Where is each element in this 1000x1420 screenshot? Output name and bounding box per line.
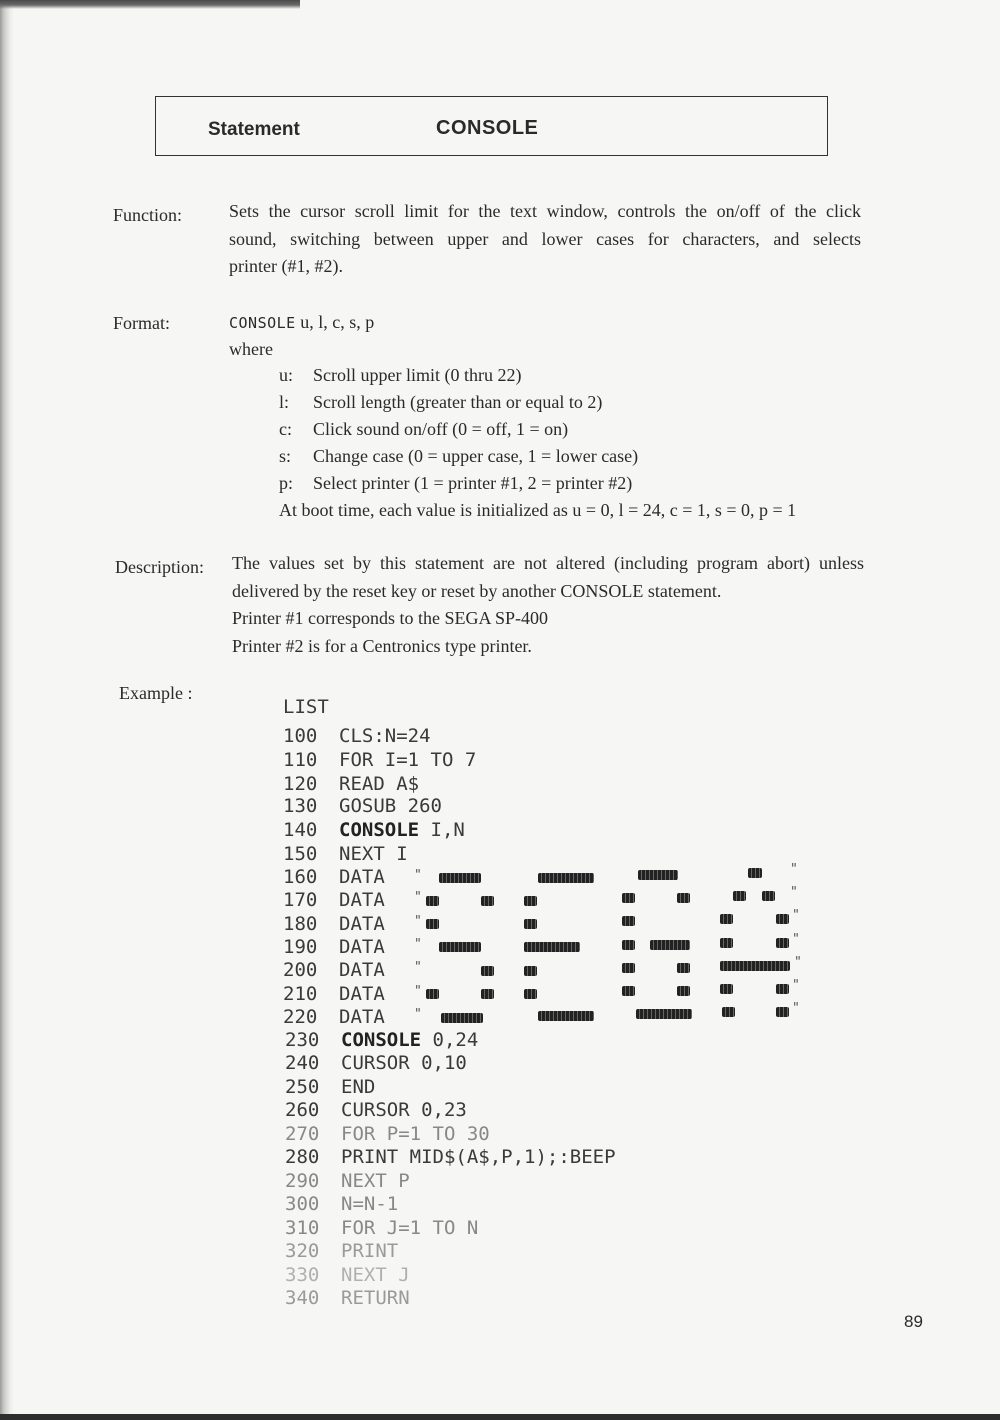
statement-name: CONSOLE xyxy=(436,117,539,139)
param-row xyxy=(279,473,632,494)
line-number: 250 xyxy=(285,1076,320,1098)
graphic-block xyxy=(638,870,678,880)
graphic-block xyxy=(441,1013,483,1023)
line-number: 340 xyxy=(285,1287,320,1309)
line-number: 330 xyxy=(285,1264,320,1286)
graphic-block xyxy=(481,966,494,976)
page-top-edge xyxy=(0,0,300,9)
code-list-command: LIST xyxy=(283,696,329,718)
line-number: 150 xyxy=(283,843,318,865)
graphic-block xyxy=(426,919,439,929)
function-line: sound, switching between upper and lower cases for characters, and selects xyxy=(229,228,861,249)
quote-mark: " xyxy=(792,932,800,947)
code-line xyxy=(283,819,465,843)
quote-mark: " xyxy=(792,1001,800,1016)
graphic-block xyxy=(720,938,733,948)
line-text: FOR J=1 TO N xyxy=(341,1217,479,1239)
description-line: The values set by this statement are not altered (including program abort) unless xyxy=(232,553,864,573)
graphic-block xyxy=(776,1007,789,1017)
graphic-block xyxy=(538,873,594,883)
line-number: 300 xyxy=(285,1193,320,1215)
data-line xyxy=(283,936,396,959)
graphic-block xyxy=(439,942,481,952)
graphic-block xyxy=(481,896,494,906)
quote-mark: " xyxy=(792,908,800,923)
page-edge-shadow xyxy=(0,0,14,1420)
graphic-block xyxy=(776,938,789,948)
statement-label: Statement xyxy=(208,119,300,140)
line-text: DATA xyxy=(339,866,397,888)
code-line xyxy=(285,1099,467,1123)
line-text: 0,24 xyxy=(421,1029,479,1051)
description-line: Printer #1 corresponds to the SEGA SP-400 xyxy=(232,608,548,628)
param-row xyxy=(279,419,568,440)
graphic-block xyxy=(439,873,481,883)
graphic-block xyxy=(538,1011,594,1021)
line-number: 120 xyxy=(283,773,318,795)
line-number: 240 xyxy=(285,1052,320,1074)
quote-mark: " xyxy=(794,955,802,970)
line-keyword: CONSOLE xyxy=(341,1029,422,1051)
line-text: DATA xyxy=(339,936,397,958)
example-label: Example : xyxy=(119,683,193,703)
graphic-block xyxy=(776,914,789,924)
code-line xyxy=(285,1123,490,1147)
line-text: I,N xyxy=(419,819,465,841)
line-number: 230 xyxy=(285,1029,320,1051)
line-text: FOR I=1 TO 7 xyxy=(339,749,477,771)
param-desc: Scroll upper limit (0 thru 22) xyxy=(313,365,522,385)
line-number: 220 xyxy=(283,1006,318,1028)
line-text: CURSOR 0,10 xyxy=(341,1052,467,1074)
graphic-block xyxy=(622,963,635,973)
line-number: 160 xyxy=(283,866,318,888)
code-line xyxy=(285,1193,398,1217)
format-syntax xyxy=(229,312,374,333)
param-key: l: xyxy=(279,392,290,412)
line-number: 130 xyxy=(283,795,318,817)
code-line xyxy=(283,749,476,773)
code-line xyxy=(285,1052,467,1076)
code-line xyxy=(285,1240,398,1264)
description-line: delivered by the reset key or reset by another CONSOLE statement. xyxy=(232,580,722,601)
line-text: READ A$ xyxy=(339,773,420,795)
line-number: 140 xyxy=(283,819,318,841)
code-line xyxy=(283,725,431,749)
line-text: GOSUB 260 xyxy=(339,795,442,817)
param-desc: Change case (0 = upper case, 1 = lower case) xyxy=(313,446,639,466)
param-row xyxy=(279,392,602,413)
graphic-block xyxy=(722,1007,735,1017)
quote-mark: " xyxy=(414,890,422,905)
format-label: Format: xyxy=(113,313,170,333)
line-text: DATA xyxy=(339,983,397,1005)
line-text: DATA xyxy=(339,1006,397,1028)
graphic-block xyxy=(524,919,537,929)
line-number: 190 xyxy=(283,936,318,958)
graphic-block xyxy=(733,891,746,901)
graphic-block xyxy=(677,986,690,996)
data-line xyxy=(283,983,396,1006)
format-keyword: CONSOLE xyxy=(229,314,296,332)
quote-mark: " xyxy=(790,885,798,900)
code-line xyxy=(285,1029,478,1053)
graphic-block xyxy=(720,984,733,994)
line-number: 110 xyxy=(283,749,318,771)
graphic-block xyxy=(762,891,775,901)
code-line xyxy=(283,843,408,867)
param-desc: Select printer (1 = printer #1, 2 = printer #2) xyxy=(313,473,633,493)
param-key: s: xyxy=(279,446,292,466)
code-line xyxy=(285,1170,410,1194)
code-line xyxy=(285,1146,616,1170)
page-number: 89 xyxy=(904,1312,923,1331)
line-number: 180 xyxy=(283,913,318,935)
graphic-block xyxy=(524,966,537,976)
function-label: Function: xyxy=(113,205,183,225)
quote-mark: " xyxy=(414,984,422,999)
param-key: u: xyxy=(279,365,294,385)
graphic-block xyxy=(524,896,537,906)
line-number: 170 xyxy=(283,889,318,911)
param-key: c: xyxy=(279,419,292,439)
quote-mark: " xyxy=(414,960,422,975)
code-line xyxy=(285,1264,410,1288)
description-text xyxy=(232,550,864,660)
param-desc: Click sound on/off (0 = off, 1 = on) xyxy=(313,419,569,439)
format-where: where xyxy=(229,339,273,359)
function-text xyxy=(229,198,861,281)
graphic-block xyxy=(748,868,762,878)
quote-mark: " xyxy=(792,978,800,993)
param-desc: Scroll length (greater than or equal to 2) xyxy=(313,392,603,412)
format-args: u, l, c, s, p xyxy=(300,312,375,332)
graphic-block xyxy=(650,940,690,950)
function-line: Sets the cursor scroll limit for the text window, controls the on/off of the click xyxy=(229,201,861,221)
line-number: 260 xyxy=(285,1099,320,1121)
line-text: DATA xyxy=(339,959,397,981)
line-number: 280 xyxy=(285,1146,320,1168)
graphic-block xyxy=(426,896,439,906)
line-text: CURSOR 0,23 xyxy=(341,1099,467,1121)
graphic-block xyxy=(622,916,635,926)
code-line xyxy=(283,773,419,797)
line-text: PRINT xyxy=(341,1240,399,1262)
line-text: FOR P=1 TO 30 xyxy=(341,1123,490,1145)
graphic-block xyxy=(720,961,790,971)
quote-mark: " xyxy=(414,937,422,952)
data-line xyxy=(283,959,396,982)
data-line xyxy=(283,1006,396,1029)
data-line xyxy=(283,889,396,912)
line-text: NEXT P xyxy=(341,1170,410,1192)
graphic-block xyxy=(776,984,789,994)
line-text: NEXT J xyxy=(341,1264,410,1286)
graphic-block xyxy=(677,963,690,973)
function-line: printer (#1, #2). xyxy=(229,256,343,276)
line-number: 270 xyxy=(285,1123,320,1145)
graphic-block xyxy=(677,893,690,903)
line-number: 210 xyxy=(283,983,318,1005)
param-row xyxy=(279,446,638,467)
code-line xyxy=(283,795,442,819)
quote-mark: " xyxy=(414,868,422,883)
line-number: 290 xyxy=(285,1170,320,1192)
code-line xyxy=(285,1287,410,1311)
line-text: PRINT MID$(A$,P,1);:BEEP xyxy=(341,1146,616,1168)
graphic-block xyxy=(636,1009,692,1019)
data-line xyxy=(283,866,396,889)
line-text: CLS:N=24 xyxy=(339,725,431,747)
graphic-block xyxy=(524,942,580,952)
graphic-block xyxy=(481,989,494,999)
data-line xyxy=(283,913,396,936)
line-text: RETURN xyxy=(341,1287,410,1309)
line-keyword: CONSOLE xyxy=(339,819,420,841)
graphic-block xyxy=(622,986,635,996)
line-text: DATA xyxy=(339,913,397,935)
quote-mark: " xyxy=(790,862,798,877)
quote-mark: " xyxy=(414,1007,422,1022)
description-label: Description: xyxy=(115,557,204,577)
line-text: N=N-1 xyxy=(341,1193,399,1215)
param-key: p: xyxy=(279,473,294,493)
graphic-block xyxy=(720,914,733,924)
graphic-block xyxy=(622,940,635,950)
line-number: 310 xyxy=(285,1217,320,1239)
line-text: NEXT I xyxy=(339,843,408,865)
code-line xyxy=(285,1076,375,1100)
line-text: END xyxy=(341,1076,376,1098)
line-text: DATA xyxy=(339,889,397,911)
line-number: 100 xyxy=(283,725,318,747)
line-number: 200 xyxy=(283,959,318,981)
graphic-block xyxy=(426,989,439,999)
graphic-block xyxy=(524,989,537,999)
statement-header-box xyxy=(155,96,828,156)
line-number: 320 xyxy=(285,1240,320,1262)
boot-defaults: At boot time, each value is initialized as u = 0, l = 24, c = 1, s = 0, p = 1 xyxy=(279,500,797,520)
page-bottom-edge xyxy=(0,1414,1000,1420)
graphic-block xyxy=(622,893,635,903)
quote-mark: " xyxy=(414,914,422,929)
param-row xyxy=(279,365,521,386)
description-line: Printer #2 is for a Centronics type printer. xyxy=(232,635,532,656)
code-line xyxy=(285,1217,478,1241)
